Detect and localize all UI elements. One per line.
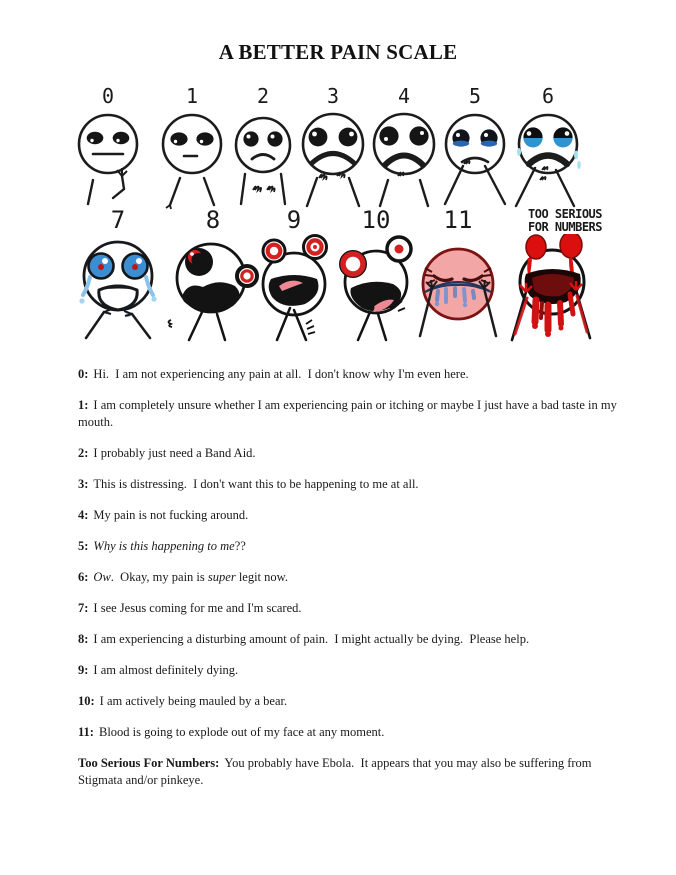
pain-number-4: 4 <box>397 84 411 108</box>
pain-label-8: 8: <box>78 632 89 646</box>
pain-description-6 <box>78 569 618 586</box>
pain-description-5 <box>78 538 618 555</box>
scared-crying-blue-eyes-face-icon <box>68 234 168 346</box>
pain-label-3: 3: <box>78 477 89 491</box>
pain-text-2: I probably just need a Band Aid. <box>93 446 256 460</box>
pain-figure-7 <box>68 206 168 346</box>
pain-description-4 <box>78 507 618 524</box>
pain-description-too-serious <box>78 755 618 789</box>
pain-description-3 <box>78 476 618 493</box>
pain-figure-5 <box>433 84 517 210</box>
pain-label-6: 6: <box>78 570 89 584</box>
pain-text-3: This is distressing. I don't want this to be happening to me at all. <box>93 477 419 491</box>
bleeding-exploded-eyes-face-icon <box>498 234 602 346</box>
pain-figure-too-serious <box>498 206 602 346</box>
pain-number-6: 6 <box>541 84 555 108</box>
pain-description-7 <box>78 600 618 617</box>
pain-label-11: 11: <box>78 725 94 739</box>
pain-label-5: 5: <box>78 539 89 553</box>
pain-label-9: 9: <box>78 663 89 677</box>
pain-label-too-serious: Too Serious For Numbers: <box>78 756 220 770</box>
pain-number-8: 8 <box>205 206 221 234</box>
pain-text-8: I am experiencing a disturbing amount of pain. I might actually be dying. Please help. <box>93 632 530 646</box>
pain-descriptions <box>78 366 618 803</box>
pain-text-9: I am almost definitely dying. <box>93 663 239 677</box>
pain-number-2: 2 <box>256 84 270 108</box>
too-serious-line2: FOR NUMBERS <box>528 220 602 234</box>
too-serious-line1: TOO SERIOUS <box>528 207 602 221</box>
too-serious-label <box>498 206 602 234</box>
pain-label-2: 2: <box>78 446 89 460</box>
pain-number-11: 11 <box>443 206 473 234</box>
pain-number-3: 3 <box>326 84 340 108</box>
pain-number-7: 7 <box>110 206 126 234</box>
pain-text-1: I am completely unsure whether I am experiencing pain or itching or maybe I just have a bad taste in my mouth. <box>78 398 620 429</box>
pain-label-7: 7: <box>78 601 89 615</box>
pain-number-9: 9 <box>286 206 302 234</box>
neutral-stickman-face-icon <box>66 108 150 210</box>
pain-text-10: I am actively being mauled by a bear. <box>99 694 288 708</box>
pain-figure-6 <box>506 84 590 210</box>
pain-description-2 <box>78 445 618 462</box>
pain-label-0: 0: <box>78 367 89 381</box>
pain-figure-11 <box>408 206 508 346</box>
crying-frown-face-icon <box>506 108 590 210</box>
pain-description-0 <box>78 366 618 383</box>
pain-text-7: I see Jesus coming for me and I'm scared. <box>93 601 302 615</box>
page-title: A BETTER PAIN SCALE <box>218 40 458 64</box>
pain-description-11 <box>78 724 618 741</box>
pain-number-5: 5 <box>468 84 482 108</box>
pain-number-0: 0 <box>101 84 115 108</box>
pain-description-8 <box>78 631 618 648</box>
pain-description-9 <box>78 662 618 679</box>
pain-figure-0 <box>66 84 150 210</box>
teary-why-me-face-icon <box>433 108 517 210</box>
pain-description-1 <box>78 397 618 431</box>
pain-text-5: Why is this happening to me?? <box>93 539 246 553</box>
pain-text-11: Blood is going to explode out of my face at any moment. <box>98 725 385 739</box>
pain-label-1: 1: <box>78 398 89 412</box>
pain-text-6: Ow. Okay, my pain is super legit now. <box>93 570 288 584</box>
pain-description-10 <box>78 693 618 710</box>
pain-label-10: 10: <box>78 694 95 708</box>
pain-text-0: Hi. I am not experiencing any pain at all. I don't know why I'm even here. <box>93 367 469 381</box>
pain-number-10: 10 <box>361 206 391 234</box>
pain-text-too-serious: You probably have Ebola. It appears that you may also be suffering from Stigmata and/or pinkeye. <box>78 756 595 787</box>
pain-number-1: 1 <box>185 84 199 108</box>
pain-label-4: 4: <box>78 508 89 522</box>
pink-bawling-squeezed-face-icon <box>408 234 508 346</box>
pain-text-4: My pain is not fucking around. <box>93 508 249 522</box>
